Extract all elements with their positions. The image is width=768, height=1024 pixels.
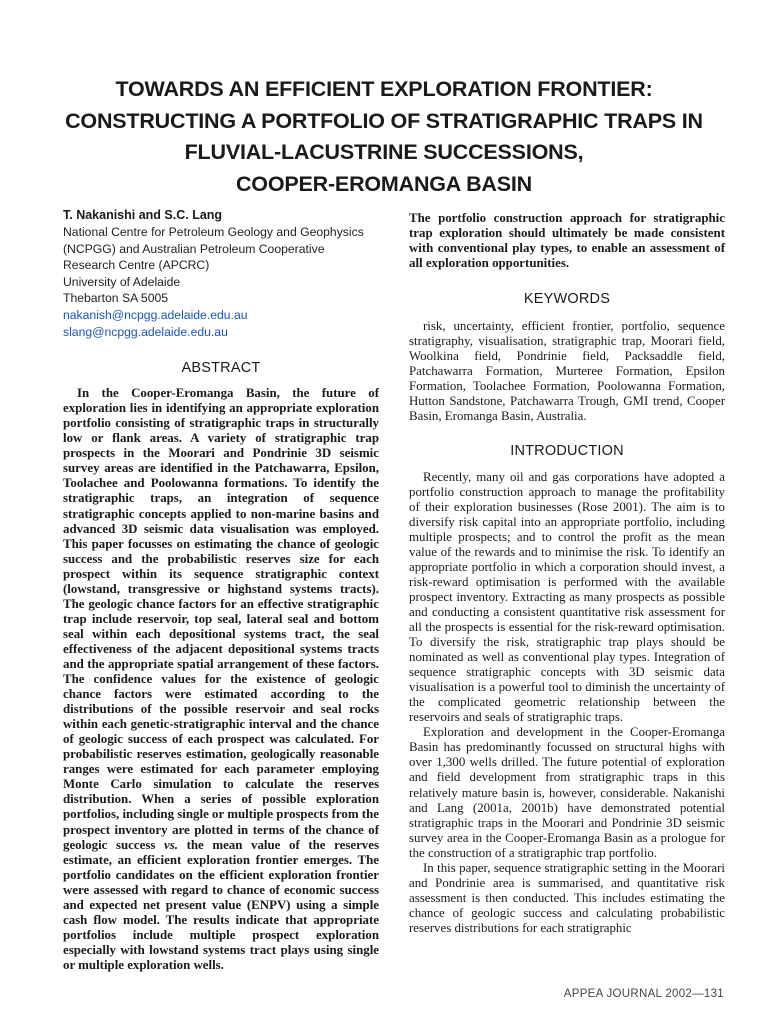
- intro-paragraph-2: Exploration and development in the Cooper-Eromanga Basin has predominantly focussed on structural highs with over 1,300 wells drilled. The future potential of exploration and field development from stratigraphic traps in this relatively mature basin is, however, considerable. Nakanishi and Lang (2001a, 2001b) have demonstrated potential stratigraphic traps in the Moorari and Pondrinie 3D seismic survey area in the Cooper-Eromanga Basin as a prologue for the construction of a stratigraphic trap portfolio.: [409, 725, 725, 860]
- left-column: [63, 206, 379, 973]
- keywords-text: risk, uncertainty, efficient frontier, portfolio, sequence stratigraphy, visualisation, stratigraphic trap, Moorari field, Woolkina field, Pondrinie field, Packsaddle field, Patchawarra Formation, Murteree Formation, Epsilon Formation, Toolachee Formation, Poolowanna Formation, Hutton Sandstone, Patchawarra Trough, GMI trend, Cooper Basin, Eromanga Basin, Australia.: [409, 319, 725, 424]
- intro-paragraph-1: Recently, many oil and gas corporations have adopted a portfolio construction approach to manage the profitability of their exploration businesses (Rose 2001). The aim is to diversify risk capital into an appropriate portfolio, including multiple prospects; and to control the profit as the mean value of the rewards and to minimise the risk. To identify an appropriate portfolio in which a corporation should invest, a risk-reward optimisation is performed with the available prospect inventory. Extracting as many prospects as possible and conducting a consistent quantitative risk assessment for all the prospects is essential for the risk-reward optimisation. To diversify the risk, stratigraphic trap plays should be nominated as well as conventional play types. Integration of sequence stratigraphic concepts with 3D seismic data visualisation is a powerful tool to diminish the uncertainty of the complicated geometric relationship between the reservoirs and seals of stratigraphic traps.: [409, 469, 725, 725]
- affiliation: [63, 224, 379, 340]
- abstract-text-part-2: the mean value of the reserves estimate, an efficient exploration frontier emerges. The portfolio candidates on the efficient exploration frontier were assessed with regard to chance of economic success and expected net present value (ENPV) using a simple cash flow model. The results indicate that appropriate portfolios include multiple prospect exploration especially with lowstand systems tract plays using single or multiple exploration wells.: [63, 837, 379, 972]
- page-footer: APPEA JOURNAL 2002—131: [563, 988, 724, 1000]
- right-column: [409, 211, 725, 936]
- affiliation-line-3: Research Centre (APCRC): [63, 258, 210, 273]
- affiliation-line-2: (NCPGG) and Australian Petroleum Cooperative: [63, 241, 325, 256]
- abstract-heading: ABSTRACT: [181, 360, 261, 377]
- introduction-heading: INTRODUCTION: [510, 442, 624, 459]
- abstract-conclusion: The portfolio construction approach for stratigraphic trap exploration should ultimately be made consistent with conventional play types, to enable an assessment of all exploration opportunities.: [409, 211, 725, 271]
- title-line-4: COOPER-EROMANGA BASIN: [235, 171, 532, 196]
- intro-paragraph-3: In this paper, sequence stratigraphic setting in the Moorari and Pondrinie area is summarised, and quantitative risk assessment is then conducted. This includes estimating the chance of geologic success and calculating probabilistic reserves distributions for each stratigraphic: [409, 860, 725, 935]
- title-line-3: FLUVIAL-LACUSTRINE SUCCESSIONS,: [184, 140, 584, 164]
- email-link-nakanishi[interactable]: nakanish@ncpgg.adelaide.edu.au: [63, 307, 248, 322]
- title-line-2: CONSTRUCTING A PORTFOLIO OF STRATIGRAPHIC TRAPS IN: [65, 108, 703, 133]
- email-link-lang[interactable]: slang@ncpgg.adelaide.edu.au: [63, 324, 228, 339]
- abstract-text-part-1: In the Cooper-Eromanga Basin, the future of exploration lies in identifying an appropriate exploration portfolio consisting of stratigraphic traps in structurally low or flank areas. A variety of stratigraphic trap prospects in the Moorari and Pondrinie 3D seismic survey areas are identified in the Patchawarra, Epsilon, Toolachee and Poolowanna formations. To identify the stratigraphic traps, an integration of sequence stratigraphic concepts applied to non-marine basins and advanced 3D seismic data visualisation was employed. This paper focusses on estimating the chance of geologic success and the probabilistic reserves size for each prospect within its sequence stratigraphic context (lowstand, transgressive or highstand systems tracts). The geologic chance factors for an effective stratigraphic trap include reservoir, top seal, lateral seal and bottom seal within each depositional systems tract, the seal effectiveness of the adjacent depositional systems tracts and the appropriate spatial arrangement of these factors. The confidence values for the existence of geologic chance factors were estimated according to the distributions of the possible reservoir and seal rocks within each genetic-stratigraphic interval and the chance of geologic success of each prospect was calculated. For probabilistic reserves estimation, geologically reasonable ranges were estimated for each parameter employing Monte Carlo simulation to calculate the reserves distribution. When a series of possible exploration portfolios, including single or multiple prospects from the prospect inventory are plotted in terms of the chance of geologic success: [63, 386, 379, 852]
- keywords-heading: KEYWORDS: [523, 291, 611, 308]
- paper-title: [40, 74, 728, 200]
- abstract-vs: vs.: [163, 837, 178, 852]
- affiliation-line-5: Thebarton SA 5005: [63, 291, 169, 306]
- authors: T. Nakanishi and S.C. Lang: [63, 208, 223, 222]
- title-line-1: TOWARDS AN EFFICIENT EXPLORATION FRONTIER:: [115, 77, 653, 101]
- affiliation-line-4: University of Adelaide: [63, 274, 181, 289]
- affiliation-line-1: National Centre for Petroleum Geology and Geophysics: [63, 225, 364, 239]
- abstract-text: [63, 386, 379, 973]
